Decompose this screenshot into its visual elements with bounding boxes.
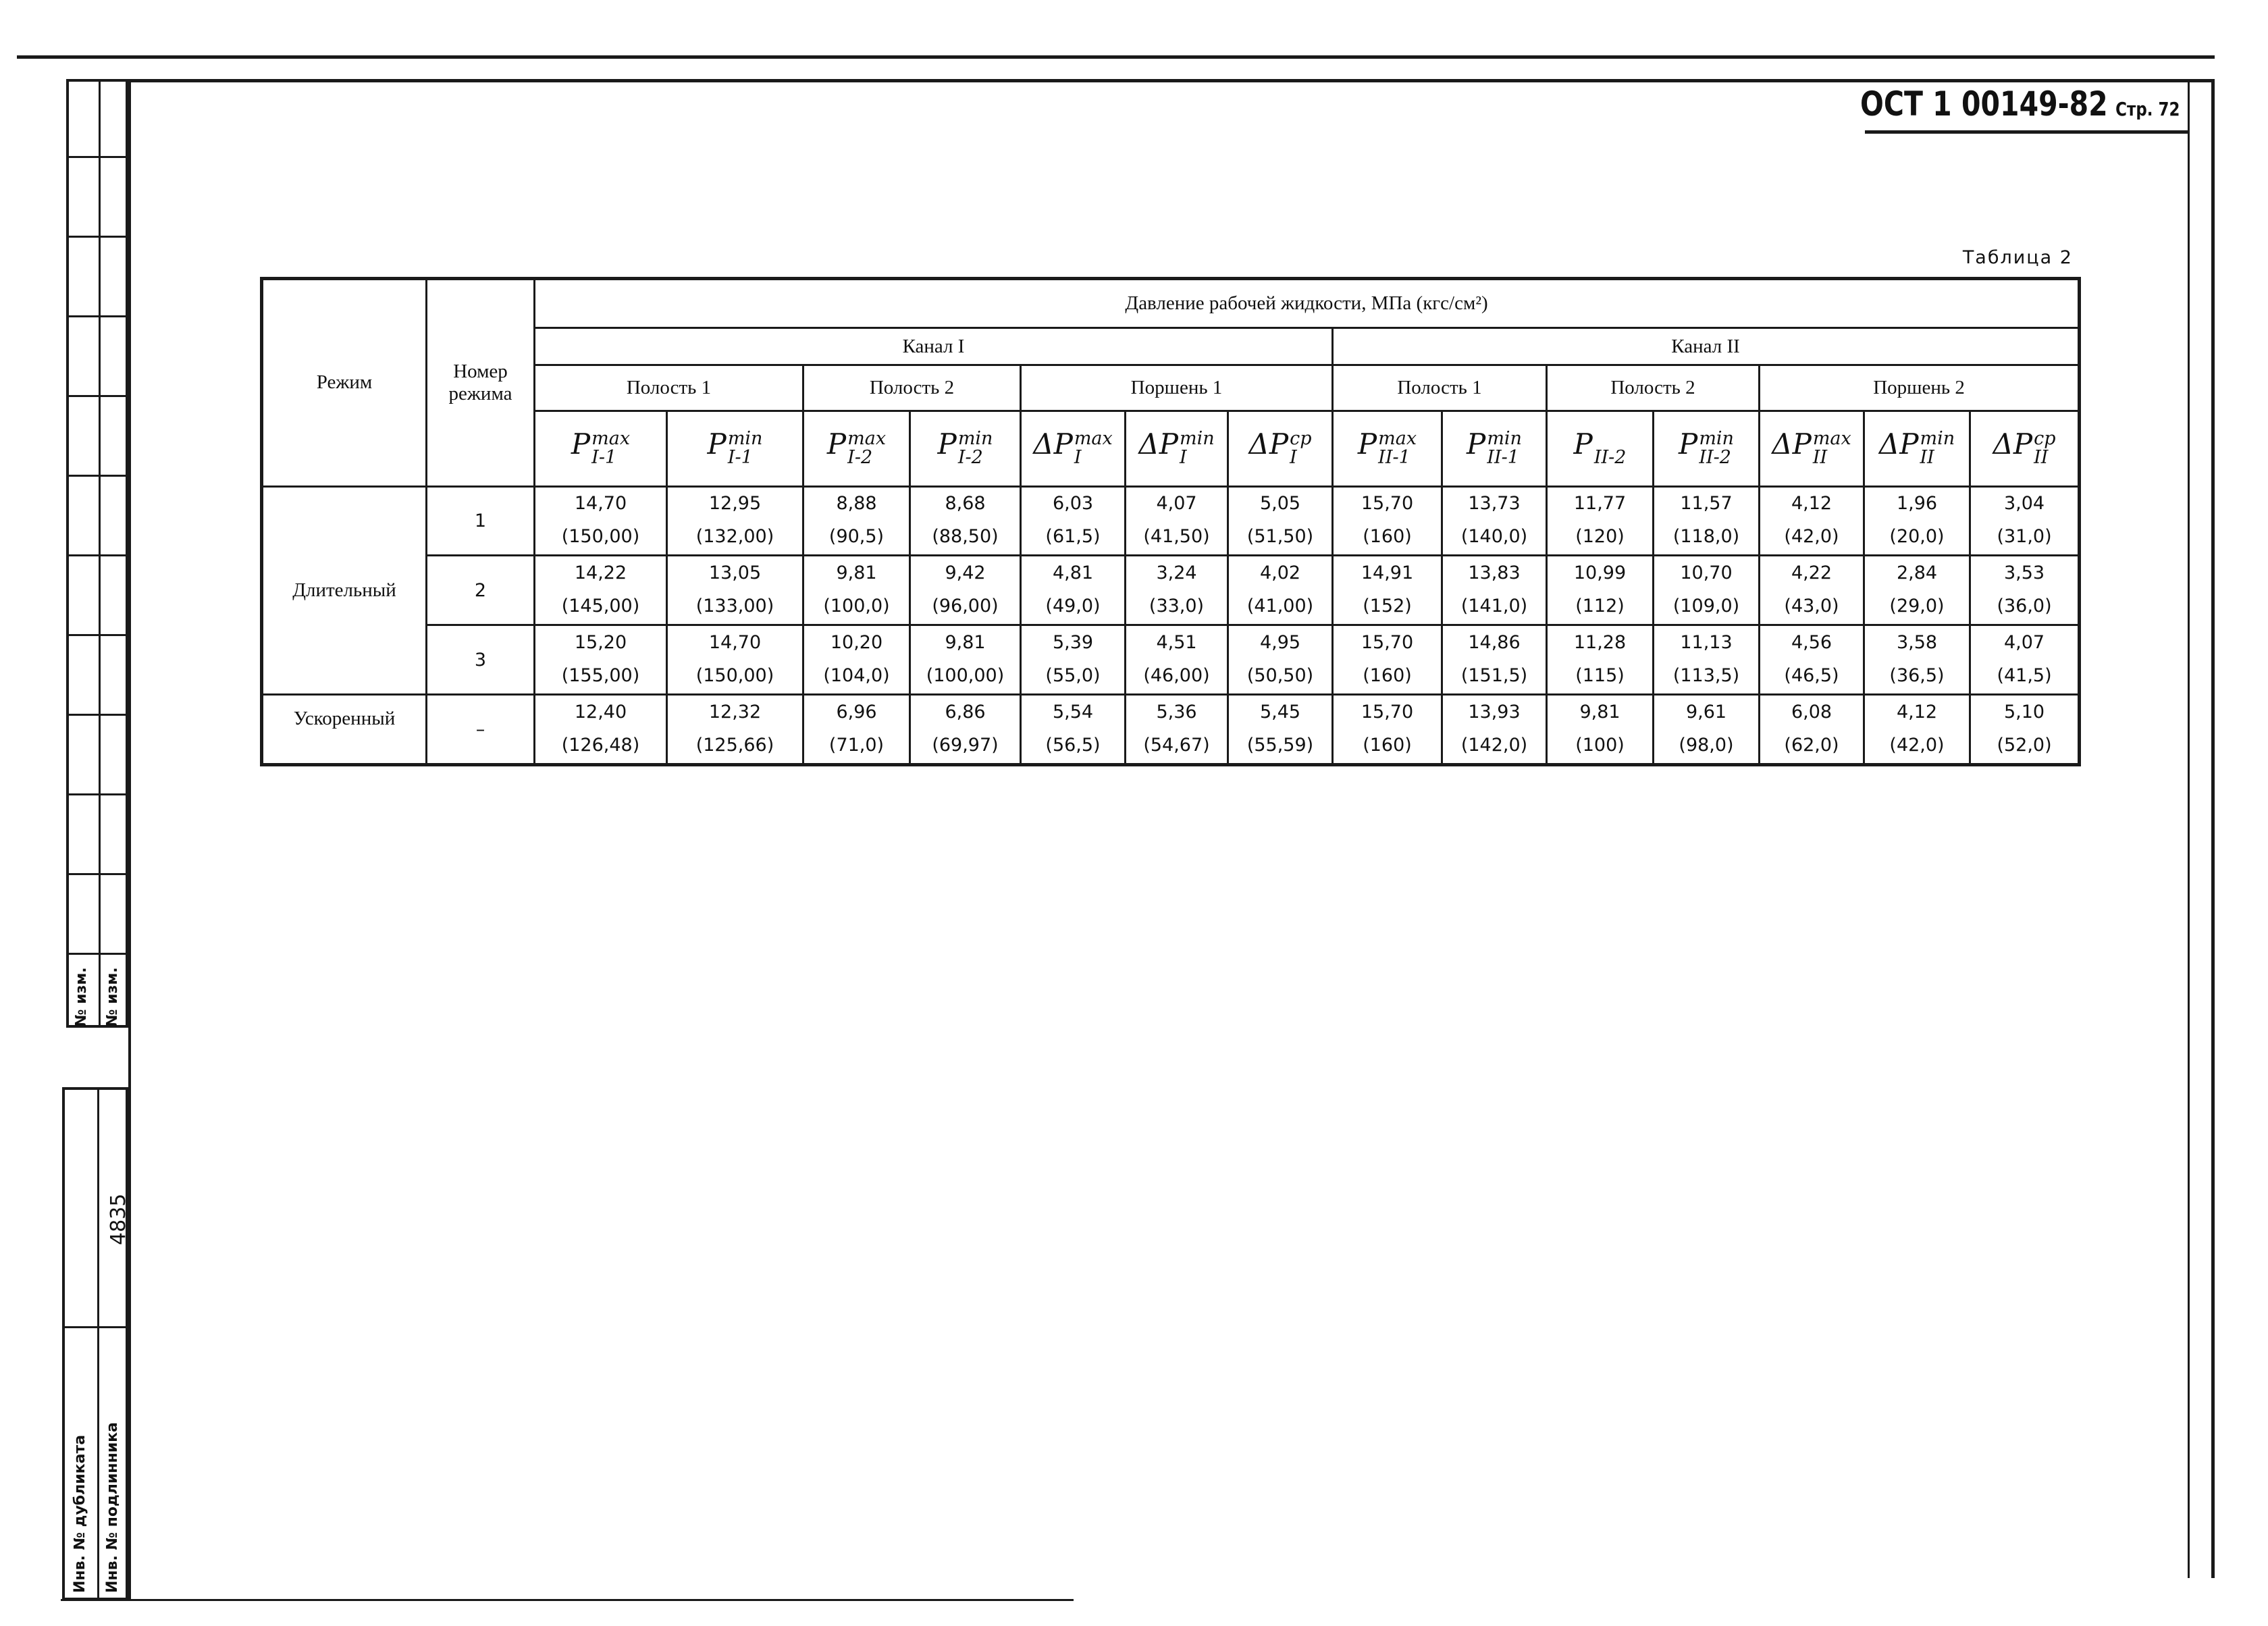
value-kgf: (142,0) <box>1460 735 1528 756</box>
header-symbol-10 <box>1547 411 1654 486</box>
value-mpa: 14,91 <box>1361 562 1414 584</box>
value-mpa: 4,22 <box>1791 562 1832 584</box>
header-channel-1: Канал I <box>535 328 1333 365</box>
pressure-cell <box>910 556 1021 625</box>
value-mpa: 8,68 <box>945 493 986 515</box>
symbol-subscript: II-2 <box>1699 447 1731 468</box>
value-mpa: 3,24 <box>1156 562 1197 584</box>
value-mpa: 4,12 <box>1896 702 1938 723</box>
symbol-subscript: I <box>1179 447 1187 468</box>
frame-inner-top-line <box>128 79 2215 82</box>
value-kgf: (61,5) <box>1045 526 1101 548</box>
symbol-superscript: max <box>591 428 631 449</box>
value-mpa: 4,02 <box>1259 562 1301 584</box>
pressure-cell <box>1021 695 1126 765</box>
value-mpa: 12,95 <box>708 493 762 515</box>
pressure-cell <box>910 486 1021 556</box>
value-mpa: 11,28 <box>1573 632 1627 654</box>
symbol-subscript: II-2 <box>1593 447 1627 468</box>
pressure-cell <box>1442 556 1547 625</box>
value-kgf: (160) <box>1363 735 1412 756</box>
binding-strip-upper <box>66 79 128 1028</box>
value-mpa: 6,03 <box>1052 493 1094 515</box>
header-symbol-5 <box>1021 411 1126 486</box>
symbol-superscript <box>1594 429 1627 448</box>
symbol-superscript: ср <box>2034 428 2056 449</box>
header-pressure-group: Давление рабочей жидкости, МПа (кгс/см²) <box>535 279 2080 328</box>
pressure-cell <box>1333 695 1442 765</box>
symbol-base: ΔP <box>1138 427 1178 461</box>
symbol-subscript: II <box>2034 447 2049 468</box>
table-row <box>262 625 2080 695</box>
value-mpa: 4,51 <box>1156 632 1197 654</box>
pressure-cell <box>1228 556 1333 625</box>
pressure-cell <box>1442 486 1547 556</box>
table-caption: Таблица 2 <box>1962 247 2073 268</box>
value-mpa: 15,70 <box>1361 632 1414 654</box>
symbol-superscript: ср <box>1290 428 1312 449</box>
value-mpa: 12,32 <box>708 702 762 723</box>
value-mpa: 10,20 <box>830 632 883 654</box>
value-mpa: 15,70 <box>1361 702 1414 723</box>
value-kgf: (155,00) <box>561 665 640 687</box>
value-kgf: (46,00) <box>1143 665 1210 687</box>
value-mpa: 9,81 <box>1579 702 1620 723</box>
header-symbol-4 <box>910 411 1021 486</box>
value-kgf: (145,00) <box>561 596 640 617</box>
symbol-subscript: I-1 <box>727 447 753 468</box>
frame-left-line <box>128 79 131 1600</box>
value-mpa: 11,13 <box>1680 632 1733 654</box>
value-mpa: 5,54 <box>1052 702 1094 723</box>
pressure-cell <box>1547 556 1654 625</box>
pressure-cell <box>1126 556 1228 625</box>
pressure-cell <box>535 486 667 556</box>
header-channel-2: Канал II <box>1333 328 2080 365</box>
value-kgf: (115) <box>1575 665 1625 687</box>
value-kgf: (141,0) <box>1460 596 1528 617</box>
frame-bottom-line <box>61 1599 1074 1601</box>
mode-number: 2 <box>427 556 535 625</box>
value-kgf: (104,0) <box>823 665 890 687</box>
value-kgf: (55,59) <box>1246 735 1314 756</box>
pressure-cell <box>1021 625 1126 695</box>
value-mpa: 14,22 <box>574 562 627 584</box>
value-kgf: (46,5) <box>1784 665 1839 687</box>
value-kgf: (90,5) <box>828 526 885 548</box>
header-symbol-1 <box>535 411 667 486</box>
pressure-cell <box>1126 625 1228 695</box>
value-kgf: (112) <box>1575 596 1625 617</box>
revision-label-2: № изм. <box>104 967 121 1027</box>
pressure-cell <box>667 695 803 765</box>
duplicate-inventory-label: Инв. № дубликата <box>72 1434 88 1593</box>
value-mpa: 14,70 <box>708 632 762 654</box>
value-kgf: (71,0) <box>828 735 885 756</box>
pressure-cell <box>535 625 667 695</box>
symbol-base: ΔP <box>1248 427 1289 461</box>
value-kgf: (88,50) <box>932 526 999 548</box>
symbol-base: P <box>937 427 957 461</box>
value-mpa: 3,53 <box>2003 562 2045 584</box>
symbol-superscript: max <box>847 428 887 449</box>
pressure-cell <box>1333 486 1442 556</box>
symbol-superscript: min <box>957 428 993 449</box>
symbol-base: P <box>826 427 847 461</box>
mode-number: 3 <box>427 625 535 695</box>
table-row <box>262 556 2080 625</box>
symbol-subscript: II <box>1812 447 1828 468</box>
pressure-cell <box>910 695 1021 765</box>
revision-label-1: № изм. <box>73 967 90 1027</box>
value-kgf: (140,0) <box>1460 526 1528 548</box>
value-kgf: (42,0) <box>1784 526 1839 548</box>
symbol-superscript: min <box>1179 428 1215 449</box>
value-kgf: (151,5) <box>1460 665 1528 687</box>
value-mpa: 4,95 <box>1259 632 1301 654</box>
symbol-superscript: min <box>1487 428 1522 449</box>
value-kgf: (62,0) <box>1784 735 1839 756</box>
header-mode: Режим <box>262 279 427 487</box>
header-symbol-3 <box>803 411 910 486</box>
value-mpa: 14,86 <box>1468 632 1521 654</box>
table-row <box>262 695 2080 765</box>
value-mpa: 8,88 <box>836 493 877 515</box>
value-kgf: (36,5) <box>1889 665 1945 687</box>
pressure-cell <box>1228 486 1333 556</box>
symbol-superscript: min <box>727 428 763 449</box>
pressure-cell <box>1442 625 1547 695</box>
header-symbol-13 <box>1864 411 1970 486</box>
mode-name: Ускоренный <box>262 695 427 765</box>
pressure-cell <box>1654 625 1760 695</box>
value-kgf: (133,00) <box>695 596 774 617</box>
pressure-table <box>260 277 2081 766</box>
symbol-subscript: I-2 <box>847 447 873 468</box>
pressure-cell <box>1228 695 1333 765</box>
symbol-subscript: I <box>1074 447 1082 468</box>
value-mpa: 14,70 <box>574 493 627 515</box>
pressure-cell <box>1126 695 1228 765</box>
sheet-number: 4835 <box>107 1193 130 1245</box>
value-mpa: 4,07 <box>1156 493 1197 515</box>
header-subgroup-2: Полость 2 <box>803 365 1021 411</box>
header-symbol-12 <box>1760 411 1864 486</box>
value-mpa: 5,45 <box>1259 702 1301 723</box>
header-mode-number: Номер режима <box>427 279 535 487</box>
value-mpa: 9,42 <box>945 562 986 584</box>
value-mpa: 13,83 <box>1468 562 1521 584</box>
pressure-cell <box>1333 556 1442 625</box>
symbol-subscript: II-1 <box>1487 447 1519 468</box>
value-kgf: (109,0) <box>1672 596 1740 617</box>
pressure-cell <box>1970 556 2080 625</box>
mode-number: 1 <box>427 486 535 556</box>
pressure-cell <box>1970 486 2080 556</box>
value-kgf: (51,50) <box>1246 526 1314 548</box>
value-kgf: (100,00) <box>926 665 1005 687</box>
value-kgf: (50,50) <box>1246 665 1314 687</box>
value-kgf: (100) <box>1575 735 1625 756</box>
value-kgf: (150,00) <box>561 526 640 548</box>
pressure-cell <box>1654 695 1760 765</box>
symbol-subscript: II <box>1920 447 1934 468</box>
header-symbol-14 <box>1970 411 2080 486</box>
value-kgf: (52,0) <box>1997 735 2052 756</box>
value-mpa: 6,86 <box>945 702 986 723</box>
pressure-cell <box>1126 486 1228 556</box>
value-kgf: (118,0) <box>1672 526 1740 548</box>
value-mpa: 9,81 <box>836 562 877 584</box>
value-mpa: 11,77 <box>1573 493 1627 515</box>
value-mpa: 1,96 <box>1896 493 1938 515</box>
symbol-base: ΔP <box>1878 427 1919 461</box>
symbol-subscript: I-1 <box>591 447 617 468</box>
value-kgf: (125,66) <box>695 735 774 756</box>
mode-number: – <box>427 695 535 765</box>
value-kgf: (126,48) <box>561 735 640 756</box>
symbol-subscript: II-1 <box>1378 447 1410 468</box>
value-kgf: (41,5) <box>1997 665 2052 687</box>
value-kgf: (152) <box>1363 596 1412 617</box>
pressure-cell <box>803 556 910 625</box>
header-subgroup-4: Полость 1 <box>1333 365 1547 411</box>
pressure-cell <box>1021 486 1126 556</box>
symbol-base: ΔP <box>1772 427 1812 461</box>
value-mpa: 15,70 <box>1361 493 1414 515</box>
value-mpa: 5,05 <box>1259 493 1301 515</box>
value-kgf: (29,0) <box>1889 596 1945 617</box>
pressure-cell <box>803 486 910 556</box>
table-row <box>262 486 2080 556</box>
symbol-superscript: min <box>1920 428 1955 449</box>
original-inventory-label: Инв. № подлинника <box>104 1422 121 1593</box>
header-symbol-2 <box>667 411 803 486</box>
symbol-base: P <box>1467 427 1486 461</box>
page-number: Стр. 72 <box>2115 98 2180 120</box>
value-mpa: 4,12 <box>1791 493 1832 515</box>
value-kgf: (20,0) <box>1889 526 1945 548</box>
pressure-cell <box>1547 486 1654 556</box>
value-mpa: 4,56 <box>1791 632 1832 654</box>
value-kgf: (42,0) <box>1889 735 1945 756</box>
value-mpa: 10,99 <box>1573 562 1627 584</box>
value-kgf: (160) <box>1363 665 1412 687</box>
symbol-superscript: max <box>1812 428 1851 449</box>
frame-right-line <box>2211 79 2215 1578</box>
value-kgf: (132,00) <box>695 526 774 548</box>
symbol-base: P <box>1573 427 1593 461</box>
value-mpa: 5,39 <box>1052 632 1094 654</box>
pressure-cell <box>1864 625 1970 695</box>
value-mpa: 5,36 <box>1156 702 1197 723</box>
pressure-cell <box>803 695 910 765</box>
pressure-cell <box>910 625 1021 695</box>
symbol-base: P <box>1357 427 1377 461</box>
header-subgroup-5: Полость 2 <box>1547 365 1760 411</box>
symbol-base: P <box>1679 427 1698 461</box>
value-kgf: (160) <box>1363 526 1412 548</box>
value-mpa: 11,57 <box>1680 493 1733 515</box>
value-mpa: 13,73 <box>1468 493 1521 515</box>
value-mpa: 3,04 <box>2003 493 2045 515</box>
pressure-cell <box>1970 695 2080 765</box>
value-kgf: (113,5) <box>1672 665 1740 687</box>
pressure-cell <box>1547 695 1654 765</box>
pressure-cell <box>667 625 803 695</box>
value-kgf: (98,0) <box>1679 735 1734 756</box>
symbol-base: P <box>571 427 591 461</box>
value-kgf: (55,0) <box>1045 665 1101 687</box>
pressure-cell <box>803 625 910 695</box>
value-kgf: (100,0) <box>823 596 890 617</box>
pressure-cell <box>1654 486 1760 556</box>
value-kgf: (56,5) <box>1045 735 1101 756</box>
binding-strip-lower <box>62 1087 128 1600</box>
symbol-base: P <box>707 427 727 461</box>
pressure-cell <box>1654 556 1760 625</box>
header-symbol-11 <box>1654 411 1760 486</box>
value-mpa: 13,05 <box>708 562 762 584</box>
header-symbol-6 <box>1126 411 1228 486</box>
value-mpa: 3,58 <box>1896 632 1938 654</box>
standard-number: ОСТ 1 00149-82 <box>1860 84 2108 124</box>
value-mpa: 6,96 <box>836 702 877 723</box>
pressure-cell <box>667 556 803 625</box>
header-subgroup-6: Поршень 2 <box>1760 365 2080 411</box>
value-kgf: (54,67) <box>1143 735 1210 756</box>
value-mpa: 2,84 <box>1896 562 1938 584</box>
pressure-cell <box>1864 695 1970 765</box>
header-underline <box>1865 130 2189 134</box>
value-mpa: 4,07 <box>2003 632 2045 654</box>
value-kgf: (33,0) <box>1149 596 1205 617</box>
pressure-cell <box>1228 625 1333 695</box>
pressure-cell <box>1021 556 1126 625</box>
mode-name: Длительный <box>262 486 427 695</box>
pressure-cell <box>1760 695 1864 765</box>
value-kgf: (41,50) <box>1143 526 1210 548</box>
value-mpa: 13,93 <box>1468 702 1521 723</box>
pressure-cell <box>1760 556 1864 625</box>
pressure-cell <box>1760 625 1864 695</box>
frame-right-inner-line <box>2188 79 2190 1578</box>
value-mpa: 9,81 <box>945 632 986 654</box>
header-subgroup-3: Поршень 1 <box>1021 365 1333 411</box>
value-kgf: (43,0) <box>1784 596 1839 617</box>
symbol-base: ΔP <box>1033 427 1073 461</box>
pressure-cell <box>1970 625 2080 695</box>
value-kgf: (36,0) <box>1997 596 2052 617</box>
value-mpa: 15,20 <box>574 632 627 654</box>
value-mpa: 6,08 <box>1791 702 1832 723</box>
value-mpa: 12,40 <box>574 702 627 723</box>
value-kgf: (31,0) <box>1997 526 2052 548</box>
symbol-superscript: max <box>1378 428 1417 449</box>
document-code <box>1860 84 2180 124</box>
frame-top-line <box>17 55 2215 59</box>
value-kgf: (41,00) <box>1246 596 1314 617</box>
symbol-superscript: min <box>1699 428 1734 449</box>
value-kgf: (69,97) <box>932 735 999 756</box>
pressure-cell <box>1442 695 1547 765</box>
value-mpa: 10,70 <box>1680 562 1733 584</box>
value-kgf: (120) <box>1575 526 1625 548</box>
pressure-cell <box>1760 486 1864 556</box>
header-symbol-9 <box>1442 411 1547 486</box>
header-symbol-8 <box>1333 411 1442 486</box>
value-kgf: (96,00) <box>932 596 999 617</box>
value-mpa: 4,81 <box>1052 562 1094 584</box>
value-mpa: 5,10 <box>2003 702 2045 723</box>
header-symbol-7 <box>1228 411 1333 486</box>
pressure-cell <box>1547 625 1654 695</box>
symbol-subscript: I-2 <box>957 447 983 468</box>
value-kgf: (49,0) <box>1045 596 1101 617</box>
symbol-subscript: I <box>1290 447 1297 468</box>
symbol-base: ΔP <box>1993 427 2033 461</box>
pressure-cell <box>535 556 667 625</box>
pressure-cell <box>1864 556 1970 625</box>
value-kgf: (150,00) <box>695 665 774 687</box>
header-subgroup-1: Полость 1 <box>535 365 803 411</box>
pressure-cell <box>1333 625 1442 695</box>
pressure-cell <box>535 695 667 765</box>
pressure-cell <box>667 486 803 556</box>
value-mpa: 9,61 <box>1685 702 1727 723</box>
symbol-superscript: max <box>1074 428 1113 449</box>
pressure-cell <box>1864 486 1970 556</box>
